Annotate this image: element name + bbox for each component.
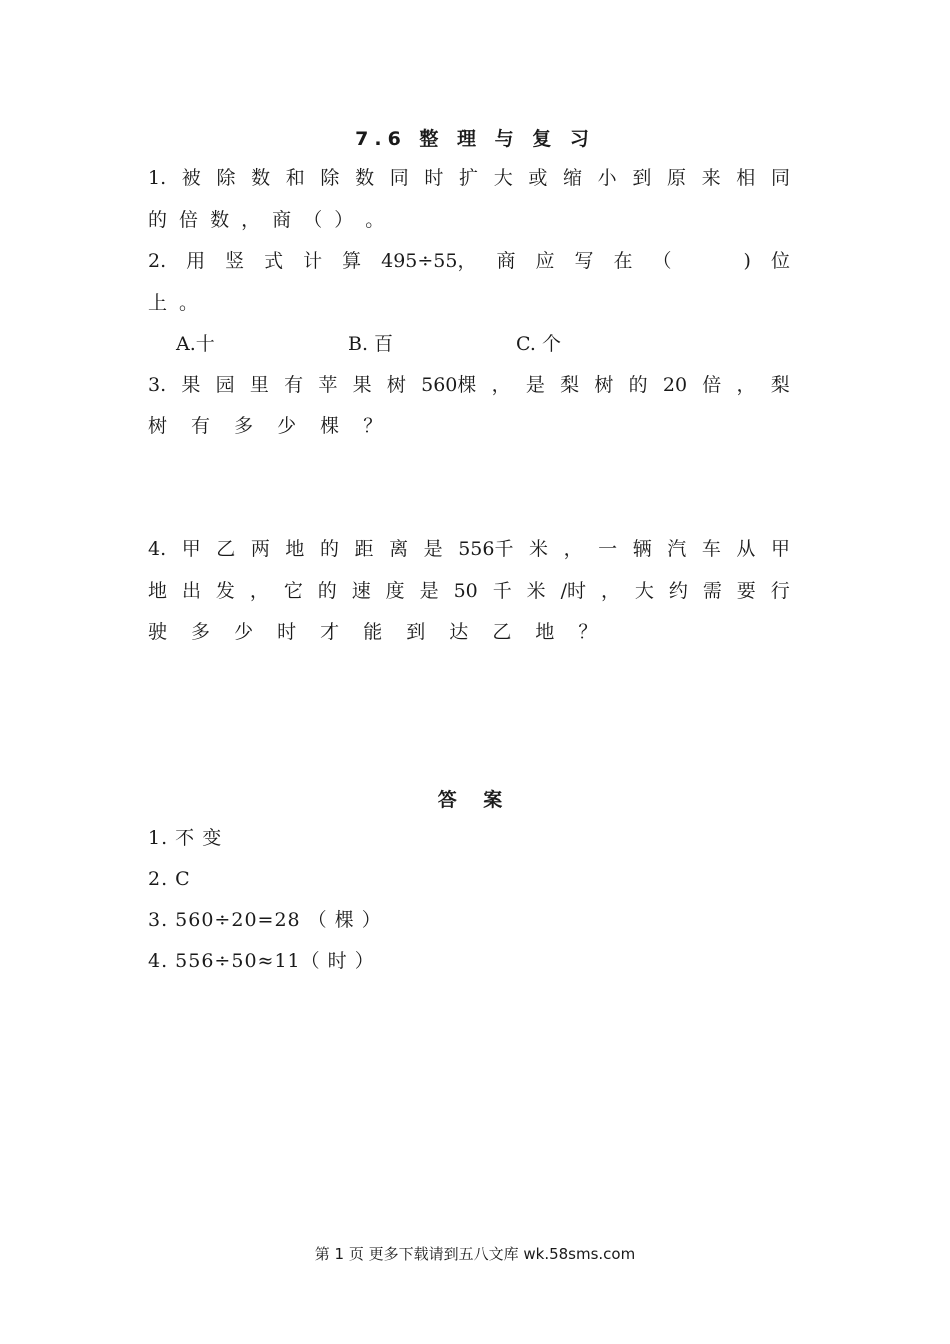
text-token: 要 (736, 580, 756, 602)
question-4-line-2 (148, 579, 790, 603)
text-token: 或 (528, 167, 548, 189)
text-token: 倍 (702, 374, 722, 396)
question-2-line-2: 上 。 (148, 292, 202, 314)
text-token: 大 (634, 580, 654, 602)
text-token: 发 (215, 580, 235, 602)
text-token: 50 (453, 580, 478, 602)
text-token: 树 (594, 374, 614, 396)
text-token: 园 (215, 374, 235, 396)
text-token (691, 249, 697, 273)
text-token: 同 (389, 167, 409, 189)
option-a: A.十 (176, 333, 215, 355)
text-token: 在 (613, 250, 633, 272)
text-token: 甲 (181, 538, 201, 560)
text-token: 3. (148, 374, 167, 396)
answer-1: 1. 不 变 (148, 827, 223, 849)
text-token: 4. (148, 538, 167, 560)
option-b: B. 百 (348, 333, 394, 355)
text-token: ， (736, 374, 756, 396)
text-token: 扩 (459, 167, 479, 189)
text-token: 梨 (560, 374, 580, 396)
text-token: 出 (181, 580, 201, 602)
text-token: 应 (535, 250, 555, 272)
question-4-line-3: 驶 多 少 时 才 能 到 达 乙 地 ？ (148, 621, 607, 643)
text-token: 数 (355, 167, 375, 189)
text-token: 汽 (667, 538, 687, 560)
text-token: 数 (251, 167, 271, 189)
text-token: 20 (662, 374, 688, 396)
text-token: 计 (303, 250, 323, 272)
text-token (718, 249, 724, 273)
text-token: 梨 (770, 374, 790, 396)
text-token: 位 (770, 250, 790, 272)
question-3-line-1 (148, 373, 790, 397)
text-token: 果 (352, 374, 372, 396)
text-token: 被 (181, 167, 201, 189)
text-token: 距 (354, 538, 374, 560)
text-token: 除 (216, 167, 236, 189)
document-title: 7.6 整 理 与 复 习 (355, 128, 595, 150)
text-token: 缩 (563, 167, 583, 189)
text-token: 相 (736, 167, 756, 189)
text-token: 1. (148, 167, 167, 189)
answers-title: 答 案 (437, 789, 513, 811)
text-token: 560棵 (421, 374, 477, 396)
text-token: 果 (181, 374, 201, 396)
text-token: 是 (419, 580, 439, 602)
page-footer: 第 1 页 更多下载请到五八文库 wk.58sms.com (314, 1245, 636, 1263)
text-token: 度 (385, 580, 405, 602)
text-token: 米 (529, 538, 549, 560)
text-token: 除 (320, 167, 340, 189)
question-1-line-2: 的 倍 数 ， 商 （ ） 。 (148, 209, 388, 231)
text-token: 同 (770, 167, 790, 189)
text-token: 原 (666, 167, 686, 189)
text-token: ， (600, 580, 620, 602)
text-token: 算 (342, 250, 362, 272)
text-token: 车 (701, 538, 721, 560)
question-3-line-2: 树 有 多 少 棵 ？ (148, 415, 392, 437)
text-token: 离 (389, 538, 409, 560)
text-token: 行 (770, 580, 790, 602)
option-c: C. 个 (516, 333, 561, 355)
text-token: 2. (148, 250, 167, 272)
text-token: 地 (285, 538, 305, 560)
text-token: 时 (424, 167, 444, 189)
text-token: 式 (264, 250, 284, 272)
text-token: 甲 (770, 538, 790, 560)
text-token: 是 (525, 374, 545, 396)
text-token: 苹 (318, 374, 338, 396)
answer-2: 2. C (148, 868, 191, 890)
text-token: ， (563, 538, 583, 560)
text-token: 和 (285, 167, 305, 189)
text-token: 乙 (216, 538, 236, 560)
text-token: 商 (496, 250, 516, 272)
text-token: 速 (351, 580, 371, 602)
text-token: 它 (283, 580, 303, 602)
text-token: 竖 (225, 250, 245, 272)
question-2-line-1 (148, 249, 790, 273)
text-token: 写 (574, 250, 594, 272)
text-token: 556千 (458, 538, 514, 560)
text-token: 小 (597, 167, 617, 189)
text-token: 辆 (632, 538, 652, 560)
text-token: 的 (319, 538, 339, 560)
text-token: 有 (284, 374, 304, 396)
text-token: 两 (250, 538, 270, 560)
text-token: 495÷55， (381, 250, 477, 272)
text-token: ， (249, 580, 269, 602)
text-token: 的 (317, 580, 337, 602)
text-token: 用 (186, 250, 206, 272)
question-1-line-1 (148, 166, 790, 190)
answer-4: 4. 556÷50≈11（ 时 ） (148, 950, 375, 972)
text-token: 到 (632, 167, 652, 189)
text-token: 大 (493, 167, 513, 189)
text-token: （ (652, 250, 672, 272)
text-token: 是 (423, 538, 443, 560)
text-token: 地 (148, 580, 168, 602)
text-token: 树 (386, 374, 406, 396)
answer-3: 3. 560÷20=28 （ 棵 ） (148, 909, 382, 931)
text-token: 需 (702, 580, 722, 602)
text-token: 米 (526, 580, 546, 602)
text-token: 的 (628, 374, 648, 396)
text-token: 千 (492, 580, 512, 602)
text-token: 里 (249, 374, 269, 396)
text-token: ) (743, 250, 751, 272)
question-4-line-1 (148, 537, 790, 561)
text-token: ， (491, 374, 511, 396)
text-token: 约 (668, 580, 688, 602)
text-token: 一 (598, 538, 618, 560)
text-token: 从 (736, 538, 756, 560)
text-token: /时 (560, 580, 587, 602)
text-token: 来 (701, 167, 721, 189)
